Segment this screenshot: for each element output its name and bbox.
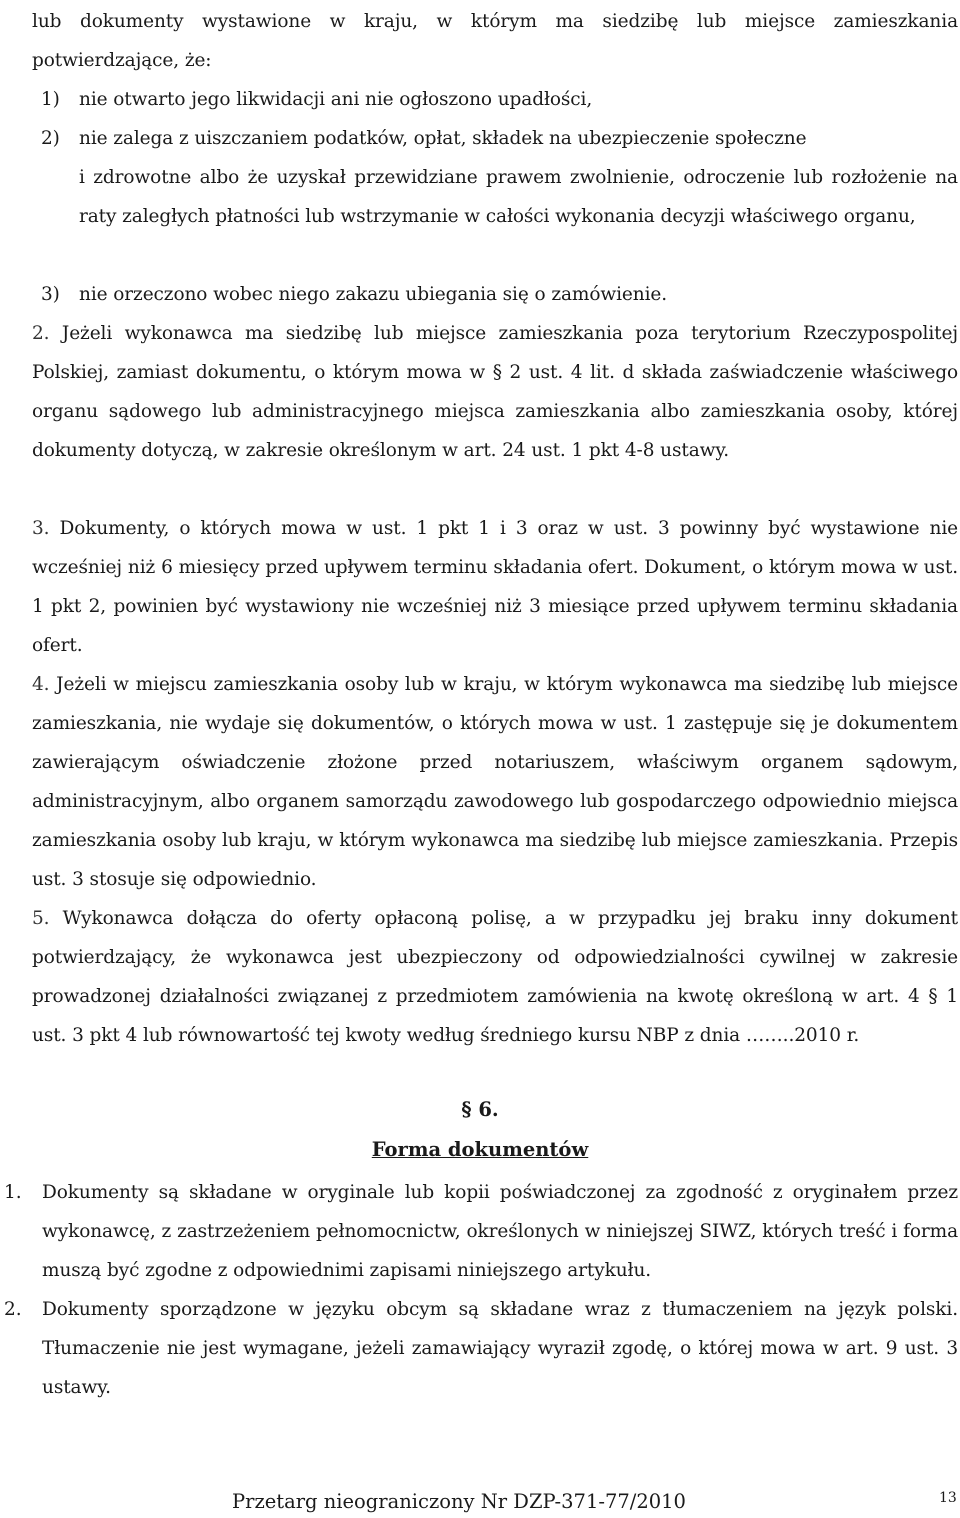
paragraph-5 — [32, 899, 958, 1055]
paragraph-text: Wykonawca dołącza do oferty opłaconą polisę, a w przypadku jej braku inny dokument potwierdzający, że wykonawca jest ubezpieczony od odpowiedzialności cywilnej w zakresie prowadzonej działalności związanej z przedmiotem zamówienia na kwotę określoną w art. 4 § 1 ust. 3 pkt 4 lub równowartość tej kwoty według średniego kursu NBP z dnia ……..2010 r. — [32, 908, 958, 1046]
item-text: nie otwarto jego likwidacji ani nie ogłoszono upadłości, — [79, 89, 593, 110]
section-number: § 6. — [461, 1098, 499, 1121]
page-number: 13 — [939, 1490, 957, 1506]
item-text: Dokumenty sporządzone w języku obcym są składane wraz z tłumaczeniem na język polski. Tłumaczenie nie jest wymagane, jeżeli zamawiający wyraził zgodę, o której mowa w art. 9 ust. 3 ustawy. — [42, 1299, 958, 1398]
paragraph-text: Jeżeli w miejscu zamieszkania osoby lub w kraju, w którym wykonawca ma siedzibę lub miejsce zamieszkania, nie wydaje się dokumentów, o których mowa w ust. 1 zastępuje się je dokumentem zawierającym oświadczenie złożone przed notariuszem, właściwym organem sądowym, administracyjnym, albo organem samorządu zawodowego lub gospodarczego odpowiednio miejsca zamieszkania osoby lub kraju, w którym wykonawca ma siedzibę lub miejsce zamieszkania. Przepis ust. 3 stosuje się odpowiednio. — [32, 674, 958, 890]
list-item — [41, 80, 958, 119]
lead-paragraph: lub dokumenty wystawione w kraju, w którym ma siedzibę lub miejsce zamieszkania potwierdzające, że: — [32, 11, 958, 71]
paragraph-2 — [32, 314, 958, 470]
paragraph-4 — [32, 665, 958, 899]
paragraph-number: 4. — [32, 674, 50, 695]
item-number: 2. — [4, 1299, 22, 1320]
item-text: Dokumenty są składane w oryginale lub kopii poświadczonej za zgodność z oryginałem przez wykonawcę, z zastrzeżeniem pełnomocnictw, określonych w niniejszej SIWZ, których treść i forma muszą być zgodne z odpowiednimi zapisami niniejszego artykułu. — [42, 1182, 958, 1281]
list-item — [41, 119, 958, 158]
section-title: Forma dokumentów — [371, 1138, 589, 1161]
paragraph-3 — [32, 509, 958, 665]
item-number: 2) — [41, 128, 60, 149]
item-number: 3) — [41, 284, 60, 305]
paragraph-text: Jeżeli wykonawca ma siedzibę lub miejsce zamieszkania poza terytorium Rzeczypospolitej Polskiej, zamiast dokumentu, o którym mowa w § 2 ust. 4 lit. d składa zaświadczenie właściwego organu sądowego lub administracyjnego miejsca zamieszkania albo zamieszkania osoby, której dokumenty dotyczą, w zakresie określonym w art. 24 ust. 1 pkt 4-8 ustawy. — [32, 323, 958, 461]
paragraph-number: 3. — [32, 518, 50, 539]
item-text: nie zalega z uiszczaniem podatków, opłat, składek na ubezpieczenie społeczne — [79, 128, 807, 149]
paragraph-text: Dokumenty, o których mowa w ust. 1 pkt 1 i 3 oraz w ust. 3 powinny być wystawione nie wcześniej niż 6 miesięcy przed upływem terminu składania ofert. Dokument, o którym mowa w ust. 1 pkt 2, powinien być wystawiony nie wcześniej niż 3 miesiące przed upływem terminu składania ofert. — [32, 518, 958, 656]
list-item — [41, 275, 958, 314]
item-number: 1. — [4, 1182, 22, 1203]
item-number: 1) — [41, 89, 60, 110]
item-text: nie orzeczono wobec niego zakazu ubiegania się o zamówienie. — [79, 284, 668, 305]
footer-text: Przetarg nieograniczony Nr DZP-371-77/2010 — [232, 1490, 686, 1513]
item-continuation: i zdrowotne albo że uzyskał przewidziane prawem zwolnienie, odroczenie lub rozłożenie na raty zaległych płatności lub wstrzymanie w całości wykonania decyzji właściwego organu, — [79, 167, 958, 227]
paragraph-number: 2. — [32, 323, 50, 344]
paragraph-number: 5. — [32, 908, 50, 929]
